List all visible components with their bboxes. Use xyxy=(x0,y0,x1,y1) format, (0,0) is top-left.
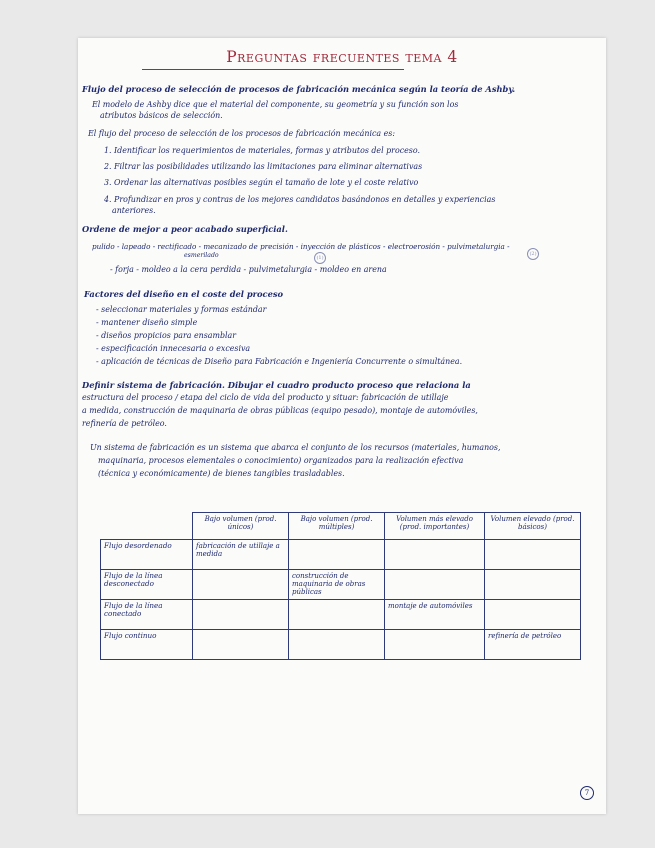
section1-para1-line2: atributos básicos de selección. xyxy=(100,111,223,120)
section2-line2: - forja - moldeo a la cera perdida - pulvimetalurgia - moldeo en arena xyxy=(110,265,387,274)
section4-heading-line4: refinería de petróleo. xyxy=(82,419,167,428)
table-row-label: Flujo de la línea desconectado xyxy=(101,570,193,600)
page-title: Preguntas frecuentes tema 4 xyxy=(226,48,458,66)
table-row-label: Flujo continuo xyxy=(101,630,193,660)
table-cell xyxy=(193,570,289,600)
table-cell: refinería de petróleo xyxy=(485,630,581,660)
table-cell xyxy=(385,540,485,570)
section3-heading: Factores del diseño en el coste del proceso xyxy=(84,289,284,299)
annotation-mark-1: (1) xyxy=(314,252,326,264)
annotation-mark-2: (2) xyxy=(527,248,539,260)
table-cell xyxy=(289,600,385,630)
section3-item-1: - seleccionar materiales y formas estándar xyxy=(96,305,267,314)
table-row xyxy=(101,600,581,630)
section2-line1b: esmerilado xyxy=(184,252,219,259)
section1-para2: El flujo del proceso de selección de los procesos de fabricación mecánica es: xyxy=(88,129,395,138)
section1-step-1: 1. Identificar los requerimientos de materiales, formas y atributos del proceso. xyxy=(104,146,420,155)
section2-line1: pulido - lapeado - rectificado - mecanizado de precisión - inyección de plásticos - electroerosión - pulvimetalurgia - xyxy=(92,242,510,251)
section3-item-5: - aplicación de técnicas de Diseño para Fabricación e Ingeniería Concurrente o simultánea. xyxy=(96,357,463,366)
table-row xyxy=(101,630,581,660)
handwritten-page xyxy=(78,38,606,814)
table-col-header: Volumen más elevado (prod. importantes) xyxy=(385,513,485,540)
table-col-header: Volumen elevado (prod. básicos) xyxy=(485,513,581,540)
section4-para-line3: (técnica y económicamente) de bienes tangibles trasladables. xyxy=(98,469,345,478)
section1-heading: Flujo del proceso de selección de procesos de fabricación mecánica según la teoría de Ashby. xyxy=(82,84,516,94)
section3-item-3: - diseños propicios para ensamblar xyxy=(96,331,237,340)
section1-para1-line1: El modelo de Ashby dice que el material del componente, su geometría y su función son los xyxy=(92,100,459,109)
table-cell xyxy=(485,540,581,570)
table-cell xyxy=(289,540,385,570)
table-col-header: Bajo volumen (prod. únicos) xyxy=(193,513,289,540)
table-row xyxy=(101,570,581,600)
table-cell xyxy=(289,630,385,660)
table-cell: montaje de automóviles xyxy=(385,600,485,630)
section1-step-2: 2. Filtrar las posibilidades utilizando las limitaciones para eliminar alternativas xyxy=(104,162,423,171)
section4-heading-line1: Definir sistema de fabricación. Dibujar el cuadro producto proceso que relaciona la xyxy=(82,380,471,390)
section4-heading-line2: estructura del proceso / etapa del ciclo de vida del producto y situar: fabricación de utillaje xyxy=(82,393,449,402)
section4-heading-line3: a medida, construcción de maquinaria de obras públicas (equipo pesado), montaje de automóviles, xyxy=(82,406,478,415)
product-process-table xyxy=(100,512,581,660)
table-cell xyxy=(193,630,289,660)
section1-step-3: 3. Ordenar las alternativas posibles según el tamaño de lote y el coste relativo xyxy=(104,178,419,187)
table-cell: fabricación de utillaje a medida xyxy=(193,540,289,570)
section1-step-4-cont: anteriores. xyxy=(112,206,156,215)
table-row-label: Flujo desordenado xyxy=(101,540,193,570)
table-cell xyxy=(385,630,485,660)
section4-para-line1: Un sistema de fabricación es un sistema que abarca el conjunto de los recursos (materiales, humanos, xyxy=(90,443,501,452)
section4-para-line2: maquinaria, procesos elementales o conocimiento) organizados para la realización efectiva xyxy=(98,456,464,465)
page-number: 7 xyxy=(580,786,594,800)
section2-heading: Ordene de mejor a peor acabado superficial. xyxy=(82,224,288,234)
table-cell xyxy=(193,600,289,630)
title-underline xyxy=(142,69,404,70)
table-header-row xyxy=(101,513,581,540)
table-corner xyxy=(101,513,193,540)
table-col-header: Bajo volumen (prod. múltiples) xyxy=(289,513,385,540)
section1-step-4: 4. Profundizar en pros y contras de los mejores candidatos basándonos en detalles y experiencias xyxy=(104,195,496,204)
table-cell xyxy=(385,570,485,600)
section3-item-4: - especificación innecesaria o excesiva xyxy=(96,344,251,353)
table-row-label: Flujo de la línea conectado xyxy=(101,600,193,630)
section3-item-2: - mantener diseño simple xyxy=(96,318,198,327)
table-row xyxy=(101,540,581,570)
table-cell xyxy=(485,600,581,630)
table-cell xyxy=(485,570,581,600)
table-cell: construcción de maquinaria de obras públicas xyxy=(289,570,385,600)
